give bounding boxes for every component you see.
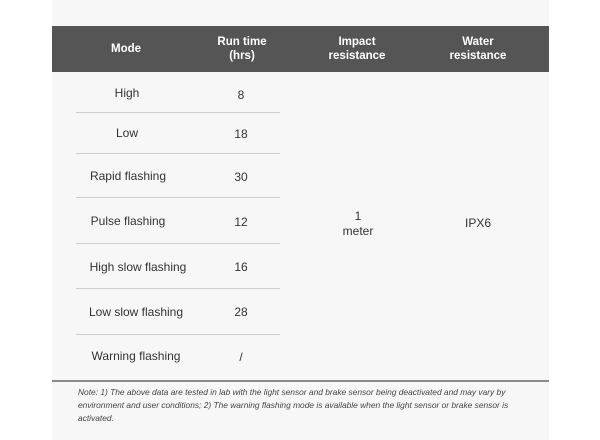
table-row-run-time: 8 [237, 88, 245, 102]
impact-value-line1: 1 [354, 209, 362, 223]
table-row-run-time: / [239, 350, 243, 364]
header-impact [307, 26, 407, 72]
row-divider [76, 197, 280, 198]
footnote: Note: 1) The above data are tested in lab with the light sensor and brake sensor being deactivated and may vary by environment and user conditions; 2) The warning flashing mode is available when the light sensor or brake sensor is activated. [78, 387, 509, 423]
header-water [428, 26, 528, 72]
table-row-mode: High [114, 86, 140, 100]
header-mode-label: Mode [110, 43, 142, 55]
water-value: IPX6 [464, 216, 491, 230]
row-divider [76, 112, 280, 113]
header-run-time [202, 26, 282, 72]
water-resistance-value [438, 216, 518, 231]
note-divider [52, 380, 549, 382]
row-divider [76, 243, 280, 244]
header-water-line2: resistance [449, 50, 507, 62]
header-water-line1: Water [462, 36, 494, 48]
header-mode [86, 26, 166, 72]
header-impact-line1: Impact [338, 36, 376, 48]
impact-resistance-value [318, 209, 398, 239]
table-row-mode: Pulse flashing [90, 214, 166, 228]
header-impact-line2: resistance [328, 50, 386, 62]
header-run-time-line1: Run time [217, 36, 267, 48]
table-row-run-time: 18 [234, 127, 248, 141]
table-row-run-time: 12 [234, 215, 248, 229]
table-row-run-time: 30 [234, 170, 248, 184]
table-row-mode: High slow flashing [89, 260, 187, 274]
table-header [52, 26, 549, 72]
row-divider [76, 153, 280, 154]
table-row-mode: Warning flashing [91, 349, 181, 363]
table-row-run-time: 16 [234, 260, 248, 274]
table-row-mode: Low [115, 126, 138, 140]
table-row-mode: Low slow flashing [88, 305, 184, 319]
row-divider [76, 334, 280, 335]
row-divider [76, 288, 280, 289]
impact-value-line2: meter [342, 224, 374, 238]
table-row-run-time: 28 [234, 305, 248, 319]
header-run-time-line2: (hrs) [229, 50, 255, 62]
table-row-mode: Rapid flashing [89, 169, 167, 183]
